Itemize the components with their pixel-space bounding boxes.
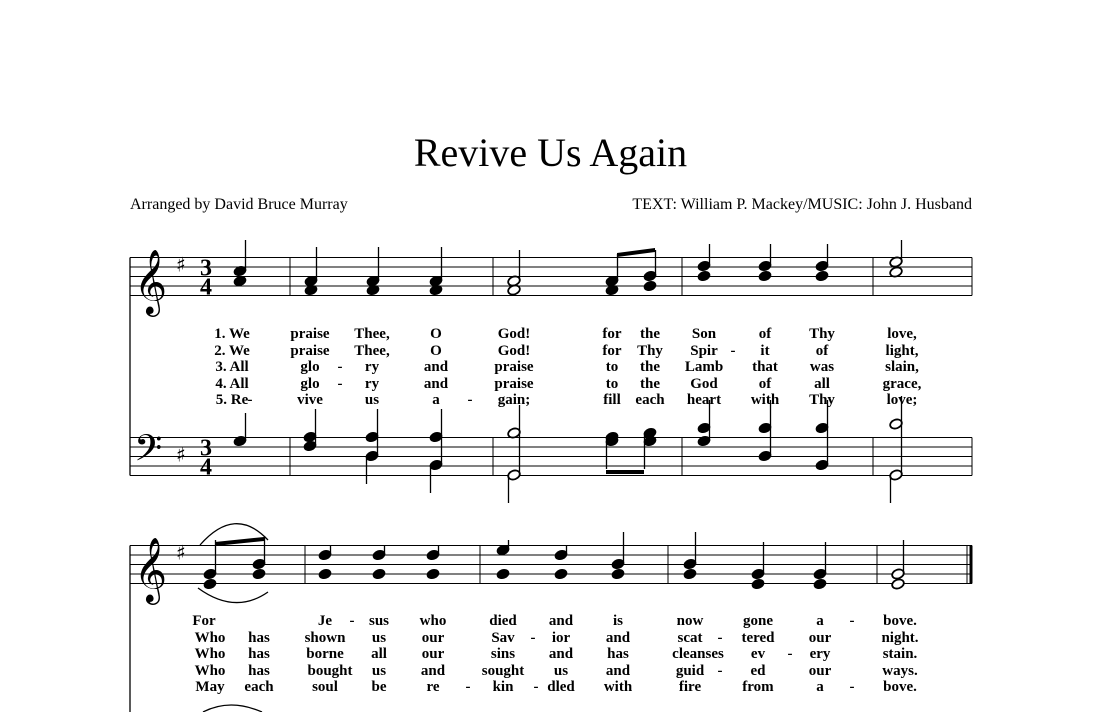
- note-head: [203, 578, 217, 590]
- lyric-syllable: Who: [194, 646, 226, 662]
- lyric-syllable: glo: [300, 359, 320, 375]
- lyric-syllable: tered: [741, 630, 775, 646]
- lyric-syllable: praise: [494, 359, 534, 375]
- lyric-syllable: of: [758, 326, 772, 342]
- lyric-syllable: Thy: [809, 392, 835, 408]
- lyric-syllable: O: [430, 343, 442, 359]
- lyric-syllable: each: [635, 392, 665, 408]
- lyric-syllable: now: [676, 613, 704, 629]
- lyric-syllable: -: [530, 630, 536, 646]
- lyric-syllable: Thy: [809, 326, 835, 342]
- note-head: [643, 280, 657, 292]
- lyric-syllable: shown: [304, 630, 346, 646]
- lyric-syllable: bove.: [883, 679, 917, 695]
- note-head: [683, 568, 697, 580]
- note-head: [815, 270, 829, 282]
- note-head: [751, 578, 765, 590]
- lyric-syllable: -: [247, 392, 253, 408]
- lyric-syllable: 4. All: [215, 376, 249, 392]
- lyric-syllable: and: [420, 663, 446, 679]
- lyric-syllable: -: [465, 679, 471, 695]
- hymn-title: Revive Us Again: [413, 130, 688, 175]
- note-head: [611, 568, 625, 580]
- lyric-syllable: -: [787, 646, 793, 662]
- lyric-syllable: fire: [678, 679, 702, 695]
- lyric-syllable: has: [248, 646, 270, 662]
- lyric-syllable: is: [612, 613, 624, 629]
- lyric-syllable: and: [605, 663, 631, 679]
- lyric-syllable: to: [605, 359, 619, 375]
- lyric-syllable: -: [717, 663, 723, 679]
- lyric-syllable: Thee,: [354, 343, 390, 359]
- lyric-syllable: has: [248, 663, 270, 679]
- lyric-syllable: God!: [497, 343, 531, 359]
- lyric-syllable: and: [548, 613, 574, 629]
- note-head: [554, 568, 568, 580]
- lyric-syllable: soul: [312, 679, 338, 695]
- lyric-syllable: our: [808, 663, 832, 679]
- note-head: [426, 568, 440, 580]
- treble-clef-icon: 𝄞: [134, 249, 168, 315]
- bass-clef-icon: 𝄢: [134, 427, 163, 479]
- note-head: [318, 568, 332, 580]
- lyric-syllable: ior: [551, 630, 571, 646]
- slur: [198, 588, 268, 603]
- lyric-syllable: -: [717, 630, 723, 646]
- lyric-syllable: praise: [290, 343, 330, 359]
- lyric-syllable: ways.: [882, 663, 918, 679]
- beam: [215, 537, 264, 546]
- lyric-syllable: the: [640, 376, 660, 392]
- lyric-syllable: 1. We: [214, 326, 250, 342]
- lyric-syllable: -: [849, 613, 855, 629]
- lyric-syllable: with: [750, 392, 780, 408]
- lyric-syllable: our: [808, 630, 832, 646]
- lyric-syllable: Je: [317, 613, 333, 629]
- key-signature-sharp-icon: ♯: [176, 442, 186, 467]
- lyric-syllable: 2. We: [214, 343, 250, 359]
- lyric-syllable: bove.: [883, 613, 917, 629]
- lyric-syllable: 5. Re: [215, 392, 249, 408]
- time-signature-bottom: 4: [200, 454, 212, 481]
- note-head: [496, 568, 510, 580]
- lyric-syllable: all: [371, 646, 387, 662]
- lyric-syllable: and: [423, 376, 449, 392]
- lyric-syllable: was: [809, 359, 835, 375]
- note-head: [697, 270, 711, 282]
- beam: [617, 248, 655, 257]
- text-music-credit: TEXT: William P. Mackey/MUSIC: John J. Husband: [632, 196, 972, 213]
- beam: [606, 470, 644, 474]
- time-signature-top: 3: [200, 255, 212, 282]
- lyric-syllable: -: [337, 376, 343, 392]
- lyric-syllable: -: [849, 679, 855, 695]
- lyric-syllable: and: [423, 359, 449, 375]
- lyric-syllable: heart: [686, 392, 722, 408]
- treble-staff: [130, 255, 972, 296]
- lyric-syllable: has: [607, 646, 629, 662]
- lyric-syllable: praise: [290, 326, 330, 342]
- lyric-syllable: for: [602, 343, 622, 359]
- lyric-syllable: love,: [887, 326, 917, 342]
- lyric-syllable: light,: [885, 343, 919, 359]
- lyric-syllable: -: [467, 392, 473, 408]
- lyric-syllable: Thy: [637, 343, 663, 359]
- lyric-syllable: For: [192, 613, 216, 629]
- note-head: [758, 270, 772, 282]
- arranger-credit: Arranged by David Bruce Murray: [130, 196, 348, 213]
- lyric-syllable: gain;: [497, 392, 531, 408]
- lyric-syllable: for: [602, 326, 622, 342]
- lyric-syllable: us: [371, 630, 387, 646]
- lyric-syllable: of: [815, 343, 829, 359]
- lyric-syllable: Sav: [491, 630, 515, 646]
- lyric-syllable: bought: [307, 663, 353, 679]
- lyric-syllable: Thee,: [354, 326, 390, 342]
- lyric-syllable: O: [430, 326, 442, 342]
- lyric-syllable: it: [760, 343, 770, 359]
- lyric-syllable: the: [640, 326, 660, 342]
- lyric-syllable: re: [426, 679, 440, 695]
- lyric-syllable: ery: [809, 646, 831, 662]
- lyric-syllable: and: [605, 630, 631, 646]
- lyric-syllable: 3. All: [215, 359, 249, 375]
- lyric-syllable: May: [195, 679, 225, 695]
- lyric-syllable: sins: [490, 646, 516, 662]
- lyric-syllable: us: [553, 663, 569, 679]
- lyric-syllable: borne: [306, 646, 344, 662]
- treble-clef-icon: 𝄞: [134, 537, 168, 603]
- lyric-syllable: Spir: [690, 343, 718, 359]
- lyric-syllable: of: [758, 376, 772, 392]
- lyric-syllable: has: [248, 630, 270, 646]
- lyric-syllable: -: [337, 359, 343, 375]
- lyric-syllable: Who: [194, 663, 226, 679]
- lyric-syllable: ry: [364, 359, 380, 375]
- lyric-syllable: grace,: [882, 376, 922, 392]
- lyric-syllable: all: [814, 376, 830, 392]
- lyric-syllable: sought: [481, 663, 525, 679]
- lyric-syllable: gone: [743, 613, 773, 629]
- lyric-syllable: a: [816, 613, 824, 629]
- lyric-syllable: scat: [677, 630, 703, 646]
- key-signature-sharp-icon: ♯: [176, 252, 186, 277]
- lyric-syllable: the: [640, 359, 660, 375]
- time-signature-bottom: 4: [200, 274, 212, 301]
- lyric-syllable: dled: [547, 679, 575, 695]
- lyric-syllable: be: [371, 679, 387, 695]
- note-head: [891, 578, 905, 590]
- note-head: [252, 568, 266, 580]
- lyric-syllable: kin: [492, 679, 514, 695]
- lyric-syllable: who: [419, 613, 447, 629]
- lyric-syllable: to: [605, 376, 619, 392]
- lyric-syllable: God!: [497, 326, 531, 342]
- lyric-syllable: Lamb: [684, 359, 724, 375]
- lyric-syllable: our: [421, 630, 445, 646]
- lyric-syllable: Who: [194, 630, 226, 646]
- lyric-syllable: God: [690, 376, 718, 392]
- time-signature-top: 3: [200, 435, 212, 462]
- lyric-syllable: ed: [750, 663, 766, 679]
- lyric-syllable: night.: [881, 630, 919, 646]
- lyric-syllable: from: [742, 679, 774, 695]
- lyric-syllable: ev: [750, 646, 766, 662]
- bass-staff: [130, 435, 972, 476]
- lyric-syllable: us: [371, 663, 387, 679]
- note-head: [372, 568, 386, 580]
- lyric-syllable: our: [421, 646, 445, 662]
- lyric-syllable: Son: [691, 326, 717, 342]
- lyric-syllable: -: [349, 613, 355, 629]
- lyric-syllable: with: [603, 679, 633, 695]
- lyric-syllable: sus: [368, 613, 390, 629]
- lyric-syllable: each: [244, 679, 274, 695]
- lyric-syllable: stain.: [882, 646, 918, 662]
- lyric-syllable: vive: [297, 392, 323, 408]
- note-head: [813, 578, 827, 590]
- lyric-syllable: us: [364, 392, 380, 408]
- lyric-syllable: praise: [494, 376, 534, 392]
- lyric-syllable: a: [816, 679, 824, 695]
- lyric-syllable: cleanses: [672, 646, 724, 662]
- lyric-syllable: a: [432, 392, 440, 408]
- lyric-syllable: that: [752, 359, 778, 375]
- slur: [203, 705, 262, 712]
- lyric-syllable: love;: [886, 392, 918, 408]
- key-signature-sharp-icon: ♯: [176, 540, 186, 565]
- lyric-syllable: -: [730, 343, 736, 359]
- lyric-syllable: and: [548, 646, 574, 662]
- lyric-syllable: died: [489, 613, 517, 629]
- lyric-syllable: ry: [364, 376, 380, 392]
- lyric-syllable: slain,: [885, 359, 919, 375]
- lyric-syllable: fill: [603, 392, 621, 408]
- lyric-syllable: glo: [300, 376, 320, 392]
- lyric-syllable: guid: [675, 663, 705, 679]
- lyric-syllable: -: [533, 679, 539, 695]
